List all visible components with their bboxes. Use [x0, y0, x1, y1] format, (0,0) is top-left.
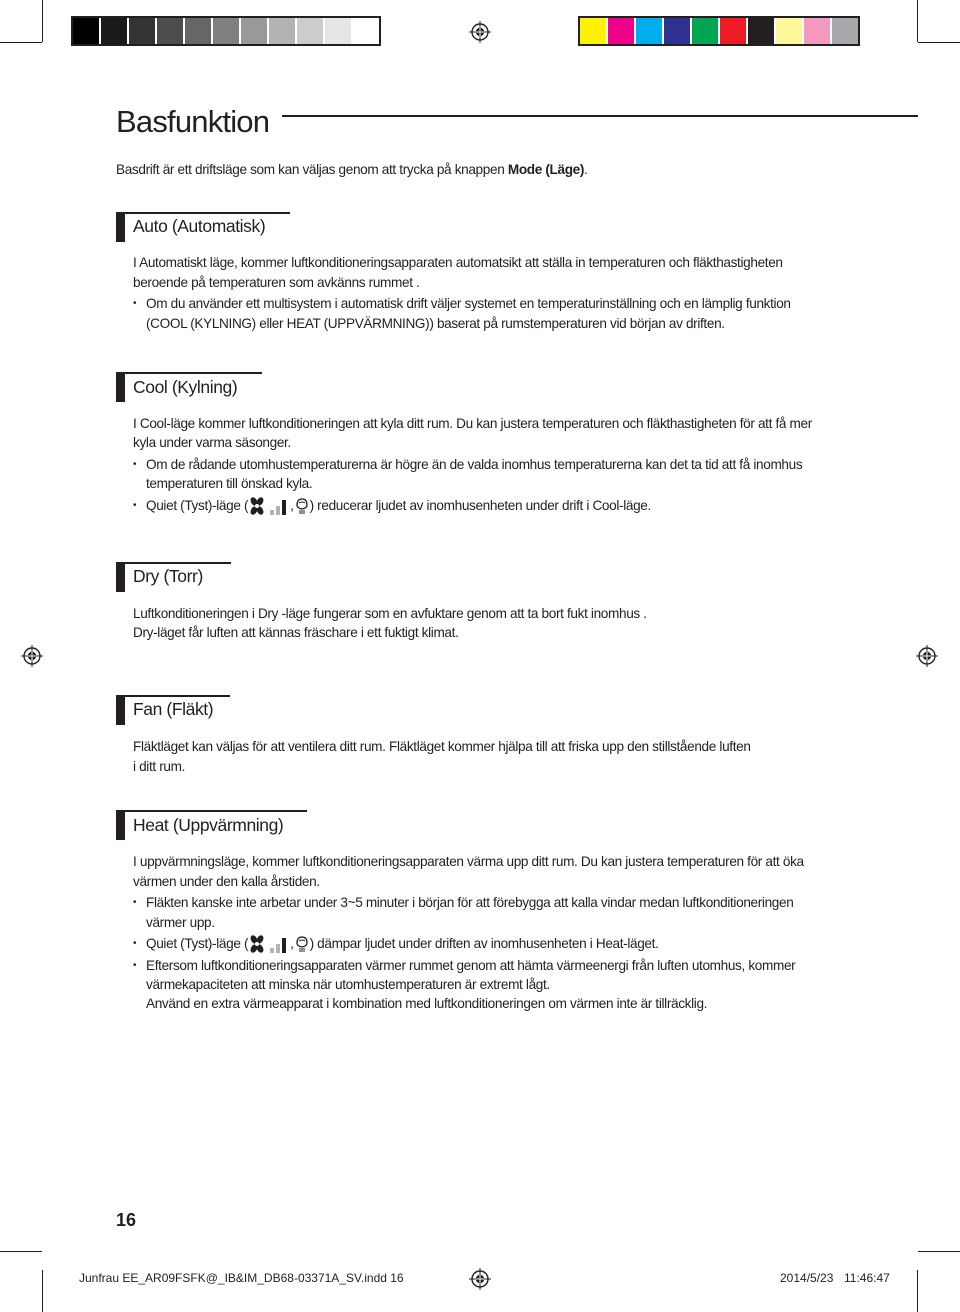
section-heading-dry: Dry (Torr) [133, 566, 203, 586]
quiet-fan-icon [248, 497, 290, 515]
quiet-fan-icon [248, 935, 290, 953]
slug-date: 2014/5/23 [780, 1271, 834, 1285]
process-color-bar [578, 16, 860, 46]
auto-paragraph-line: beroende på temperaturen som avkänns rummet . [133, 275, 420, 290]
crop-mark [918, 1251, 960, 1252]
grayscale-swatch [183, 18, 211, 44]
quiet-separator: , [290, 498, 294, 513]
grayscale-swatch [155, 18, 183, 44]
section-rule [116, 810, 307, 812]
auto-paragraph-line: I Automatiskt läge, kommer luftkonditioneringsapparaten automatsikt att ställa in temperaturen och fläkthastigheten [133, 255, 783, 270]
fan-paragraph-line: Fläktläget kan väljas för att ventilera ditt rum. Fläktläget kommer hjälpa till att friska upp den stillstående luften [133, 739, 751, 754]
process-swatch [774, 18, 802, 44]
quiet-label: Quiet (Tyst)-läge ( [146, 936, 249, 951]
crop-mark [0, 42, 42, 43]
process-swatch [690, 18, 718, 44]
grayscale-swatch [73, 18, 99, 44]
bullet-glyph: • [133, 960, 137, 971]
bullet-glyph: • [133, 897, 137, 908]
section-heading-fan: Fan (Fläkt) [133, 699, 214, 719]
registration-mark-icon [21, 645, 43, 667]
quiet-mode-icon [294, 497, 310, 515]
cool-bullet-line: temperaturen till önskad kyla. [146, 476, 313, 491]
section-heading-heat: Heat (Uppvärmning) [133, 815, 284, 835]
grayscale-swatch [99, 18, 127, 44]
process-swatch [580, 18, 606, 44]
section-heading-cool: Cool (Kylning) [133, 377, 238, 397]
section-rule [116, 212, 290, 214]
grayscale-swatch [323, 18, 351, 44]
quiet-separator: , [290, 936, 294, 951]
crop-mark [917, 0, 918, 42]
heat-bullet-line: Eftersom luftkonditioneringsapparaten värmer rummet genom att hämta värmeenergi från luften utomhus, kommer [146, 958, 796, 973]
bullet-glyph: • [133, 298, 137, 309]
grayscale-swatch [239, 18, 267, 44]
cool-paragraph-line: kyla under varma säsonger. [133, 435, 291, 450]
slug-time: 11:46:47 [844, 1271, 890, 1285]
grayscale-swatch [351, 18, 379, 44]
cool-paragraph-line: I Cool-läge kommer luftkonditioneringen att kyla ditt rum. Du kan justera temperaturen och fläkthastigheten för att få mer [133, 416, 812, 431]
quiet-mode-icon [294, 935, 310, 953]
process-swatch [662, 18, 690, 44]
page-number: 16 [116, 1210, 137, 1230]
crop-mark [42, 0, 43, 42]
page-title: Basfunktion [116, 104, 270, 139]
grayscale-swatch [295, 18, 323, 44]
registration-mark-icon [469, 1268, 491, 1290]
grayscale-color-bar [71, 16, 381, 46]
slug-filename: Junfrau EE_AR09FSFK@_IB&IM_DB68-03371A_SV.indd 16 [79, 1271, 404, 1285]
section-rule [116, 562, 231, 564]
section-marker [116, 212, 125, 242]
registration-mark-icon [469, 21, 491, 43]
fan-paragraph-line: i ditt rum. [133, 759, 186, 774]
cool-quiet-bullet [146, 496, 651, 516]
intro-end: . [584, 162, 588, 177]
section-marker [116, 562, 125, 592]
quiet-label: Quiet (Tyst)-läge ( [146, 498, 249, 513]
crop-mark [917, 1270, 918, 1312]
dry-paragraph-line: Dry-läget får luften att kännas fräschare i ett fuktigt klimat. [133, 625, 459, 640]
intro-text: Basdrift är ett driftsläge som kan väljas genom att trycka på knappen [116, 162, 508, 177]
mode-button-label: Mode (Läge) [507, 162, 585, 177]
process-swatch [802, 18, 830, 44]
registration-mark-icon [916, 645, 938, 667]
cool-bullet-line: Om de rådande utomhustemperaturerna är högre än de valda inomhus temperaturerna kan det ta tid att få inomhus [146, 457, 803, 472]
grayscale-swatch [211, 18, 239, 44]
section-marker [116, 695, 125, 725]
grayscale-swatch [267, 18, 295, 44]
process-swatch [718, 18, 746, 44]
heat-bullet-line: värmekapaciteten att minska när utomhustemperaturen är extremt lågt. [146, 977, 550, 992]
grayscale-swatch [127, 18, 155, 44]
bullet-glyph: • [133, 459, 137, 470]
bullet-glyph: • [133, 500, 137, 511]
quiet-description: ) dämpar ljudet under driften av inomhusenheten i Heat-läget. [309, 936, 659, 951]
process-swatch [830, 18, 858, 44]
section-marker [116, 810, 125, 840]
crop-mark [918, 42, 960, 43]
process-swatch [634, 18, 662, 44]
intro-paragraph [116, 160, 587, 180]
quiet-description: ) reducerar ljudet av inomhusenheten under drift i Cool-läge. [309, 498, 651, 513]
heat-bullet-line: Använd en extra värmeapparat i kombination med luftkonditioneringen om värmen inte är tillräcklig. [146, 996, 708, 1011]
section-rule [116, 372, 262, 374]
heat-paragraph-line: I uppvärmningsläge, kommer luftkonditioneringsapparaten värma upp ditt rum. Du kan justera temperaturen för att öka [133, 854, 804, 869]
bullet-glyph: • [133, 938, 137, 949]
dry-paragraph-line: Luftkonditioneringen i Dry -läge fungerar som en avfuktare genom att ta bort fukt inomhus . [133, 606, 647, 621]
heat-bullet-line: värmer upp. [146, 915, 215, 930]
section-marker [116, 372, 125, 402]
process-swatch [746, 18, 774, 44]
auto-bullet-line: (COOL (KYLNING) eller HEAT (UPPVÄRMNING)) baserat på rumstemperaturen vid början av driften. [146, 316, 725, 331]
heat-bullet-line: Fläkten kanske inte arbetar under 3~5 minuter i början för att förebygga att kalla vindar medan luftkonditioneringen [146, 895, 794, 910]
crop-mark [0, 1251, 42, 1252]
section-heading-auto: Auto (Automatisk) [133, 216, 266, 236]
crop-mark [42, 1270, 43, 1312]
title-rule [282, 115, 918, 117]
heat-quiet-bullet [146, 934, 659, 954]
auto-bullet-line: Om du använder ett multisystem i automatisk drift väljer systemet en temperaturinställning och en lämplig funktion [146, 296, 791, 311]
heat-paragraph-line: värmen under den kalla årstiden. [133, 874, 320, 889]
process-swatch [606, 18, 634, 44]
section-rule [116, 695, 230, 697]
